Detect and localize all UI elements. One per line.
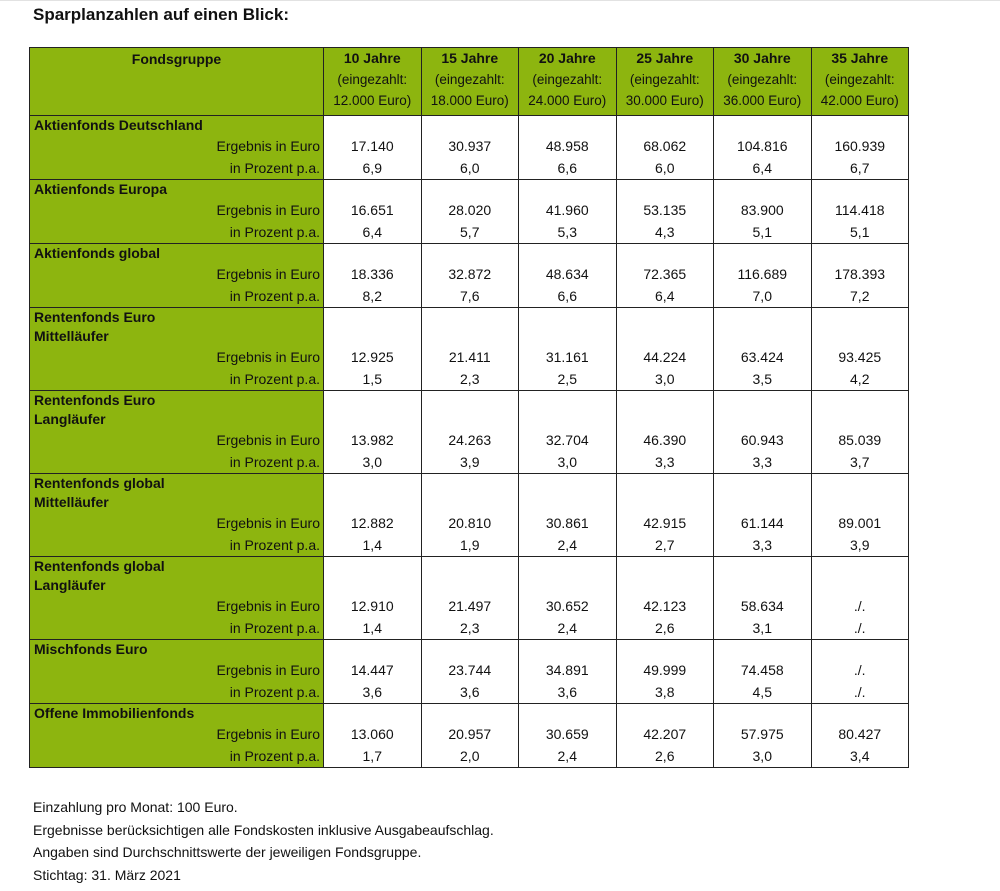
percent-value: 3,6	[421, 681, 519, 704]
result-value: 17.140	[324, 135, 422, 157]
period-deposit: (eingezahlt:	[824, 72, 895, 87]
empty-cell	[421, 474, 519, 513]
empty-cell	[421, 391, 519, 430]
percent-value: 3,0	[714, 745, 812, 768]
period-deposit: 36.000 Euro)	[723, 93, 802, 108]
percent-value: 3,6	[519, 681, 617, 704]
table-body	[30, 116, 909, 768]
result-value: 72.365	[616, 263, 714, 285]
fund-group-name-line: Mittelläufer	[34, 328, 109, 344]
header-fondsgruppe: Fondsgruppe	[30, 48, 324, 116]
result-value: 34.891	[519, 659, 617, 681]
empty-cell	[811, 391, 909, 430]
percent-row	[30, 368, 909, 391]
result-value: 12.882	[324, 512, 422, 534]
result-value: 21.497	[421, 595, 519, 617]
percent-value: 6,6	[519, 285, 617, 308]
result-label: Ergebnis in Euro	[30, 135, 324, 157]
result-value: 12.910	[324, 595, 422, 617]
result-value: 28.020	[421, 199, 519, 221]
period-years: 20 Jahre	[538, 50, 596, 66]
result-value: 42.123	[616, 595, 714, 617]
percent-value: 3,0	[324, 451, 422, 474]
result-value: 46.390	[616, 429, 714, 451]
result-value: 48.634	[519, 263, 617, 285]
result-row	[30, 429, 909, 451]
result-label: Ergebnis in Euro	[30, 512, 324, 534]
percent-label: in Prozent p.a.	[30, 221, 324, 244]
percent-value: 3,7	[811, 451, 909, 474]
result-value: 53.135	[616, 199, 714, 221]
empty-cell	[421, 244, 519, 264]
percent-value: 2,6	[616, 745, 714, 768]
result-value: 16.651	[324, 199, 422, 221]
percent-value: 2,7	[616, 534, 714, 557]
percent-label: in Prozent p.a.	[30, 157, 324, 180]
percent-value: 1,4	[324, 534, 422, 557]
period-deposit: 18.000 Euro)	[430, 93, 509, 108]
result-value: 63.424	[714, 346, 812, 368]
group-name-row	[30, 704, 909, 724]
empty-cell	[421, 704, 519, 724]
empty-cell	[421, 640, 519, 660]
result-value: 61.144	[714, 512, 812, 534]
percent-value: 3,0	[616, 368, 714, 391]
fund-group-name	[30, 116, 324, 136]
percent-value: 1,9	[421, 534, 519, 557]
fund-group-name	[30, 244, 324, 264]
empty-cell	[714, 244, 812, 264]
header-period	[616, 48, 714, 116]
percent-label: in Prozent p.a.	[30, 681, 324, 704]
period-deposit: (eingezahlt:	[337, 72, 408, 87]
percent-value: 8,2	[324, 285, 422, 308]
footnote-line: Ergebnisse berücksichtigen alle Fondskosten inklusive Ausgabeaufschlag.	[33, 821, 494, 838]
fund-group-name-line: Aktienfonds Europa	[34, 181, 168, 197]
result-label: Ergebnis in Euro	[30, 199, 324, 221]
percent-value: ./.	[811, 617, 909, 640]
percent-value: 3,8	[616, 681, 714, 704]
fund-group-name-line: Mischfonds Euro	[34, 641, 148, 657]
empty-cell	[616, 640, 714, 660]
percent-value: 3,3	[714, 451, 812, 474]
percent-value: 3,9	[811, 534, 909, 557]
empty-cell	[811, 640, 909, 660]
empty-cell	[421, 180, 519, 200]
empty-cell	[811, 474, 909, 513]
percent-value: 2,4	[519, 617, 617, 640]
result-value: 58.634	[714, 595, 812, 617]
result-value: 31.161	[519, 346, 617, 368]
result-label: Ergebnis in Euro	[30, 595, 324, 617]
result-value: 30.652	[519, 595, 617, 617]
result-value: 85.039	[811, 429, 909, 451]
empty-cell	[421, 557, 519, 596]
empty-cell	[324, 116, 422, 136]
percent-value: 7,0	[714, 285, 812, 308]
result-value: 116.689	[714, 263, 812, 285]
group-name-row	[30, 557, 909, 596]
empty-cell	[324, 391, 422, 430]
result-value: 104.816	[714, 135, 812, 157]
footnote-line: Stichtag: 31. März 2021	[33, 866, 181, 883]
result-value: 83.900	[714, 199, 812, 221]
footnote-line: Einzahlung pro Monat: 100 Euro.	[33, 799, 238, 815]
empty-cell	[714, 557, 812, 596]
result-value: 74.458	[714, 659, 812, 681]
percent-value: 4,3	[616, 221, 714, 244]
percent-value: 2,3	[421, 617, 519, 640]
percent-label: in Prozent p.a.	[30, 368, 324, 391]
percent-value: 3,9	[421, 451, 519, 474]
fund-group-name-line: Langläufer	[34, 411, 106, 427]
empty-cell	[616, 116, 714, 136]
period-deposit: 24.000 Euro)	[528, 93, 607, 108]
header-period	[811, 48, 909, 116]
empty-cell	[714, 391, 812, 430]
result-value: 23.744	[421, 659, 519, 681]
result-row	[30, 512, 909, 534]
percent-value: 2,4	[519, 745, 617, 768]
fund-group-name-line: Rentenfonds global	[34, 558, 165, 574]
footnotes	[33, 796, 494, 886]
fund-group-name	[30, 557, 324, 596]
result-value: 41.960	[519, 199, 617, 221]
percent-value: 7,6	[421, 285, 519, 308]
empty-cell	[616, 308, 714, 347]
fund-group-name-line: Mittelläufer	[34, 494, 109, 510]
empty-cell	[714, 640, 812, 660]
percent-label: in Prozent p.a.	[30, 617, 324, 640]
empty-cell	[519, 391, 617, 430]
result-value: 18.336	[324, 263, 422, 285]
empty-cell	[714, 180, 812, 200]
percent-value: 5,7	[421, 221, 519, 244]
result-value: 89.001	[811, 512, 909, 534]
period-years: 25 Jahre	[636, 50, 694, 66]
empty-cell	[811, 244, 909, 264]
percent-value: 2,3	[421, 368, 519, 391]
result-row	[30, 263, 909, 285]
result-value: 30.937	[421, 135, 519, 157]
result-value: 13.982	[324, 429, 422, 451]
result-label: Ergebnis in Euro	[30, 723, 324, 745]
empty-cell	[324, 704, 422, 724]
result-row	[30, 199, 909, 221]
group-name-row	[30, 640, 909, 660]
percent-value: 1,7	[324, 745, 422, 768]
percent-value: 6,7	[811, 157, 909, 180]
period-years: 15 Jahre	[441, 50, 499, 66]
result-value: 12.925	[324, 346, 422, 368]
percent-value: ./.	[811, 681, 909, 704]
percent-value: 3,5	[714, 368, 812, 391]
period-years: 30 Jahre	[733, 50, 791, 66]
result-label: Ergebnis in Euro	[30, 429, 324, 451]
table-header-row	[30, 48, 909, 116]
percent-label: in Prozent p.a.	[30, 285, 324, 308]
period-deposit: (eingezahlt:	[629, 72, 700, 87]
empty-cell	[324, 244, 422, 264]
percent-row	[30, 617, 909, 640]
fund-group-name	[30, 391, 324, 430]
percent-value: 6,0	[616, 157, 714, 180]
header-period	[714, 48, 812, 116]
empty-cell	[519, 180, 617, 200]
result-value: 32.872	[421, 263, 519, 285]
percent-value: 6,0	[421, 157, 519, 180]
result-row	[30, 659, 909, 681]
result-value: 30.861	[519, 512, 617, 534]
fund-group-name-line: Rentenfonds Euro	[34, 392, 156, 408]
percent-value: 6,9	[324, 157, 422, 180]
empty-cell	[616, 391, 714, 430]
percent-row	[30, 451, 909, 474]
empty-cell	[714, 474, 812, 513]
percent-value: 5,3	[519, 221, 617, 244]
percent-value: 3,1	[714, 617, 812, 640]
empty-cell	[519, 308, 617, 347]
percent-value: 2,6	[616, 617, 714, 640]
result-value: 114.418	[811, 199, 909, 221]
fund-group-name	[30, 180, 324, 200]
header-period	[324, 48, 422, 116]
empty-cell	[811, 557, 909, 596]
fund-group-name-line: Rentenfonds Euro	[34, 309, 156, 325]
percent-value: 6,6	[519, 157, 617, 180]
result-row	[30, 723, 909, 745]
empty-cell	[811, 116, 909, 136]
fund-group-name	[30, 704, 324, 724]
percent-label: in Prozent p.a.	[30, 451, 324, 474]
empty-cell	[324, 180, 422, 200]
result-value: 21.411	[421, 346, 519, 368]
group-name-row	[30, 474, 909, 513]
period-years: 10 Jahre	[343, 50, 401, 66]
percent-value: 3,4	[811, 745, 909, 768]
period-deposit: 12.000 Euro)	[333, 93, 412, 108]
fund-group-name	[30, 640, 324, 660]
percent-value: 4,5	[714, 681, 812, 704]
percent-value: 5,1	[811, 221, 909, 244]
percent-value: 7,2	[811, 285, 909, 308]
period-deposit: 42.000 Euro)	[820, 93, 899, 108]
group-name-row	[30, 391, 909, 430]
percent-label: in Prozent p.a.	[30, 745, 324, 768]
empty-cell	[616, 557, 714, 596]
percent-value: 2,5	[519, 368, 617, 391]
result-value: 48.958	[519, 135, 617, 157]
empty-cell	[324, 640, 422, 660]
period-deposit: (eingezahlt:	[434, 72, 505, 87]
empty-cell	[616, 474, 714, 513]
result-value: 57.975	[714, 723, 812, 745]
percent-row	[30, 534, 909, 557]
empty-cell	[811, 308, 909, 347]
empty-cell	[714, 308, 812, 347]
percent-row	[30, 745, 909, 768]
result-value: 160.939	[811, 135, 909, 157]
period-deposit: 30.000 Euro)	[625, 93, 704, 108]
percent-value: 1,5	[324, 368, 422, 391]
result-value: 30.659	[519, 723, 617, 745]
empty-cell	[519, 640, 617, 660]
percent-row	[30, 221, 909, 244]
empty-cell	[324, 474, 422, 513]
result-row	[30, 135, 909, 157]
result-row	[30, 346, 909, 368]
percent-value: 2,0	[421, 745, 519, 768]
result-label: Ergebnis in Euro	[30, 346, 324, 368]
result-value: 32.704	[519, 429, 617, 451]
fund-group-name-line: Rentenfonds global	[34, 475, 165, 491]
empty-cell	[714, 116, 812, 136]
percent-row	[30, 157, 909, 180]
fund-group-name-line: Offene Immobilienfonds	[34, 705, 195, 721]
fund-group-name	[30, 308, 324, 347]
result-value: 60.943	[714, 429, 812, 451]
result-value: 93.425	[811, 346, 909, 368]
result-value: 80.427	[811, 723, 909, 745]
group-name-row	[30, 116, 909, 136]
empty-cell	[519, 474, 617, 513]
result-value: 13.060	[324, 723, 422, 745]
percent-value: 3,0	[519, 451, 617, 474]
result-value: 68.062	[616, 135, 714, 157]
empty-cell	[811, 704, 909, 724]
result-value: 24.263	[421, 429, 519, 451]
empty-cell	[519, 557, 617, 596]
percent-value: 3,6	[324, 681, 422, 704]
empty-cell	[811, 180, 909, 200]
percent-value: 2,4	[519, 534, 617, 557]
page-title: Sparplanzahlen auf einen Blick:	[33, 5, 290, 24]
header-period	[519, 48, 617, 116]
empty-cell	[616, 244, 714, 264]
result-value: 178.393	[811, 263, 909, 285]
footnote-line: Angaben sind Durchschnittswerte der jeweiligen Fondsgruppe.	[33, 844, 422, 860]
result-value: 20.810	[421, 512, 519, 534]
percent-value: 3,3	[714, 534, 812, 557]
result-value: 49.999	[616, 659, 714, 681]
percent-row	[30, 681, 909, 704]
empty-cell	[421, 116, 519, 136]
empty-cell	[324, 557, 422, 596]
result-value: 42.207	[616, 723, 714, 745]
period-years: 35 Jahre	[831, 50, 889, 66]
percent-value: 6,4	[616, 285, 714, 308]
empty-cell	[714, 704, 812, 724]
empty-cell	[519, 116, 617, 136]
result-label: Ergebnis in Euro	[30, 263, 324, 285]
top-divider	[0, 0, 1000, 1]
percent-value: 3,3	[616, 451, 714, 474]
result-value: 44.224	[616, 346, 714, 368]
result-value: ./.	[811, 659, 909, 681]
header-period	[421, 48, 519, 116]
group-name-row	[30, 244, 909, 264]
percent-value: 4,2	[811, 368, 909, 391]
result-value: 20.957	[421, 723, 519, 745]
sparplan-table	[29, 47, 909, 768]
result-label: Ergebnis in Euro	[30, 659, 324, 681]
result-value: ./.	[811, 595, 909, 617]
empty-cell	[519, 244, 617, 264]
percent-row	[30, 285, 909, 308]
result-row	[30, 595, 909, 617]
fund-group-name-line: Aktienfonds global	[34, 245, 160, 261]
percent-value: 5,1	[714, 221, 812, 244]
fund-group-name	[30, 474, 324, 513]
empty-cell	[519, 704, 617, 724]
group-name-row	[30, 180, 909, 200]
result-value: 42.915	[616, 512, 714, 534]
empty-cell	[616, 180, 714, 200]
percent-value: 6,4	[714, 157, 812, 180]
empty-cell	[616, 704, 714, 724]
percent-value: 6,4	[324, 221, 422, 244]
period-deposit: (eingezahlt:	[532, 72, 603, 87]
percent-value: 1,4	[324, 617, 422, 640]
result-value: 14.447	[324, 659, 422, 681]
empty-cell	[324, 308, 422, 347]
group-name-row	[30, 308, 909, 347]
fund-group-name-line: Aktienfonds Deutschland	[34, 117, 203, 133]
fund-group-name-line: Langläufer	[34, 577, 106, 593]
empty-cell	[421, 308, 519, 347]
percent-label: in Prozent p.a.	[30, 534, 324, 557]
period-deposit: (eingezahlt:	[727, 72, 798, 87]
